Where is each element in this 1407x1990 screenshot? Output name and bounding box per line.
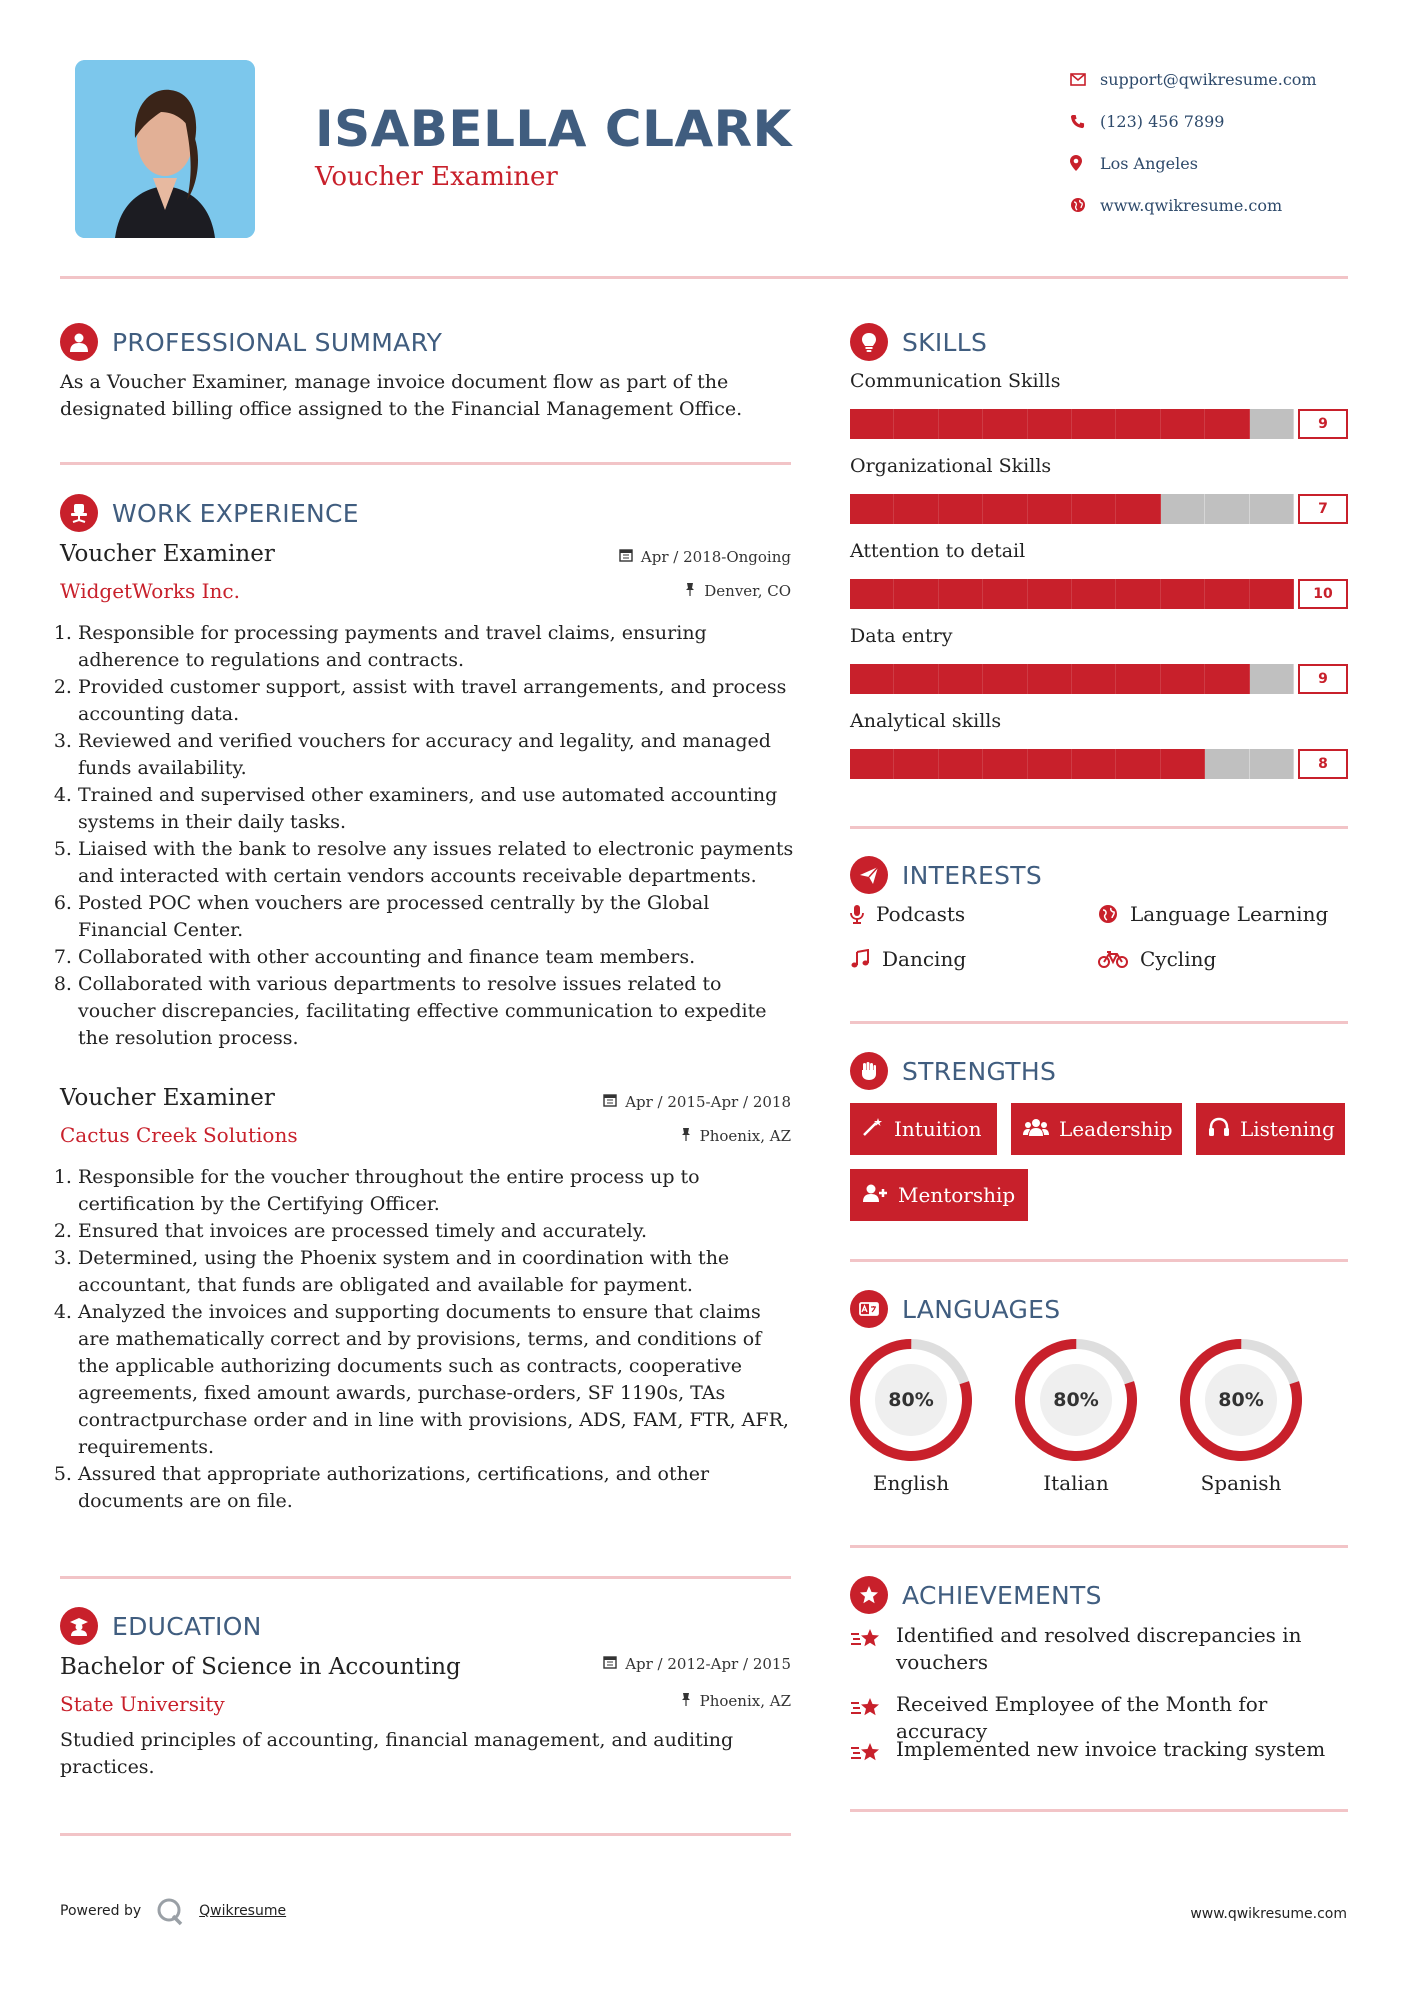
language-percent: 80% <box>888 1389 934 1411</box>
achievement-text: Implemented new invoice tracking system <box>896 1737 1326 1761</box>
list-item: 8. Collaborated with various departments to resolve issues related to voucher discrepancies, facilitating effective communication to expedite the resolution process. <box>78 971 800 1052</box>
language-ring <box>846 1335 976 1469</box>
skill-bar-segment <box>1250 664 1294 694</box>
skill-bar-segment <box>1250 494 1294 524</box>
skill-bar-segment <box>850 409 894 439</box>
languages-heading <box>850 1290 1060 1328</box>
lightbulb-icon <box>850 323 888 361</box>
list-item: 1. Responsible for the voucher throughout the entire process up to certification by the Certifying Officer. <box>78 1164 790 1218</box>
shooting-star-icon <box>850 1736 896 1773</box>
skill-bar-segment <box>1161 579 1205 609</box>
skill-bar-segment <box>1161 409 1205 439</box>
education-heading <box>60 1607 262 1645</box>
skill-bar-segment <box>939 409 983 439</box>
skill-bar <box>850 409 1294 439</box>
achievements-heading-text: ACHIEVEMENTS <box>902 1580 1102 1610</box>
interests-divider <box>850 1021 1348 1024</box>
users-icon <box>1023 1117 1049 1142</box>
skill-bar-segment <box>983 749 1027 779</box>
skill-bar-segment <box>1205 579 1249 609</box>
skill-bar-segment <box>1116 749 1160 779</box>
skill-bar-segment <box>1072 749 1116 779</box>
skill-bar-segment <box>1205 749 1249 779</box>
qwikresume-link[interactable]: Qwikresume <box>199 1903 287 1919</box>
strength-listening <box>1196 1103 1345 1155</box>
user-plus-icon <box>862 1183 888 1208</box>
job-1-location <box>540 582 791 600</box>
achievement-1 <box>850 1622 1350 1676</box>
list-item: 2. Provided customer support, assist with travel arrangements, and process accounting data. <box>78 674 800 728</box>
experience-heading-text: WORK EXPERIENCE <box>112 498 359 528</box>
language-name: Italian <box>1043 1471 1109 1495</box>
pushpin-icon <box>680 1127 692 1145</box>
skill-name: Communication Skills <box>850 370 1061 392</box>
interest-label: Cycling <box>1140 947 1217 971</box>
education-school: State University <box>60 1692 225 1716</box>
list-item: 3. Reviewed and verified vouchers for accuracy and legality, and managed funds availability. <box>78 728 800 782</box>
shooting-star-icon <box>850 1622 896 1676</box>
list-item: 6. Posted POC when vouchers are processed centrally by the Global Financial Center. <box>78 890 800 944</box>
qwikresume-logo-icon <box>155 1896 185 1926</box>
skill-bar-segment <box>1072 664 1116 694</box>
achievement-3 <box>850 1736 1350 1773</box>
contact-location-text: Los Angeles <box>1100 153 1198 173</box>
footer-powered-by <box>60 1896 286 1926</box>
skill-bar-segment <box>1116 664 1160 694</box>
contact-website-text: www.qwikresume.com <box>1100 195 1283 215</box>
experience-heading <box>60 494 359 532</box>
contact-website[interactable] <box>1070 184 1317 226</box>
skill-bar-segment <box>1116 494 1160 524</box>
strengths-heading <box>850 1052 1056 1090</box>
education-divider <box>60 1833 791 1836</box>
strengths-heading-text: STRENGTHS <box>902 1056 1057 1086</box>
interests-heading <box>850 856 1042 894</box>
microphone-icon <box>850 904 864 924</box>
contact-phone-text: (123) 456 7899 <box>1100 111 1225 131</box>
calendar-icon <box>619 548 633 566</box>
skill-bar-segment <box>894 579 938 609</box>
language-icon <box>850 1290 888 1328</box>
job-2-dates <box>540 1093 791 1111</box>
list-item: 2. Ensured that invoices are processed timely and accurately. <box>78 1218 790 1245</box>
job-2-title: Voucher Examiner <box>60 1085 275 1111</box>
summary-heading-text: PROFESSIONAL SUMMARY <box>112 327 443 357</box>
skill-bar-segment <box>1028 749 1072 779</box>
skill-bar <box>850 494 1294 524</box>
education-degree: Bachelor of Science in Accounting <box>60 1654 461 1680</box>
footer-website[interactable]: www.qwikresume.com <box>1190 1906 1347 1922</box>
skill-value-badge: 9 <box>1298 409 1348 439</box>
skill-value-badge: 8 <box>1298 749 1348 779</box>
skill-bar <box>850 664 1294 694</box>
achievement-text: Identified and resolved discrepancies in vouchers <box>896 1623 1302 1674</box>
strength-label: Leadership <box>1059 1117 1173 1141</box>
bicycle-icon <box>1098 949 1128 969</box>
languages-divider <box>850 1545 1348 1548</box>
contact-location <box>1070 142 1317 184</box>
skill-bar-segment <box>850 494 894 524</box>
summary-text: As a Voucher Examiner, manage invoice document flow as part of the designated billing office assigned to the Financial Management Office. <box>60 371 743 420</box>
interest-label: Language Learning <box>1130 902 1329 926</box>
music-note-icon <box>850 949 870 969</box>
contact-email-text: support@qwikresume.com <box>1100 69 1317 89</box>
graduate-icon <box>60 1607 98 1645</box>
language-ring-chart <box>1176 1335 1306 1465</box>
strengths-divider <box>850 1259 1348 1262</box>
headphones-icon <box>1208 1117 1230 1142</box>
skill-bar-segment <box>1161 664 1205 694</box>
interest-cycling <box>1098 947 1216 971</box>
language-percent: 80% <box>1053 1389 1099 1411</box>
skill-bar-segment <box>939 664 983 694</box>
star-badge-icon <box>850 1576 888 1614</box>
job-1-title: Voucher Examiner <box>60 541 275 567</box>
list-item: 3. Determined, using the Phoenix system and in coordination with the accountant, that funds are obligated and available for payment. <box>78 1245 790 1299</box>
skill-bar-segment <box>1072 494 1116 524</box>
candidate-name: ISABELLA CLARK <box>315 100 792 158</box>
skill-bar-segment <box>894 494 938 524</box>
calendar-icon <box>603 1655 617 1673</box>
skill-bar-segment <box>1205 664 1249 694</box>
skill-bar-segment <box>1205 409 1249 439</box>
job-1-location-text: Denver, CO <box>704 582 791 600</box>
interest-label: Dancing <box>882 947 967 971</box>
summary-divider <box>60 462 791 465</box>
interests-heading-text: INTERESTS <box>902 860 1043 890</box>
skill-bar-segment <box>1028 579 1072 609</box>
job-1-company: WidgetWorks Inc. <box>60 579 240 603</box>
skill-bar-segment <box>1161 749 1205 779</box>
job-1-dates-text: Apr / 2018-Ongoing <box>640 548 791 566</box>
skill-name: Attention to detail <box>850 540 1026 562</box>
languages-heading-text: LANGUAGES <box>902 1294 1061 1324</box>
job-2-company: Cactus Creek Solutions <box>60 1123 298 1147</box>
skill-bar-segment <box>1116 409 1160 439</box>
skill-bar-segment <box>894 749 938 779</box>
skill-bar-segment <box>894 664 938 694</box>
skill-value-badge: 7 <box>1298 494 1348 524</box>
contact-phone[interactable] <box>1070 100 1317 142</box>
skill-value-badge: 9 <box>1298 664 1348 694</box>
strength-leadership <box>1011 1103 1182 1155</box>
skill-bar-segment <box>983 494 1027 524</box>
list-item: 5. Liaised with the bank to resolve any issues related to electronic payments and interacted with certain vendors accounts receivable departments. <box>78 836 800 890</box>
skill-bar-segment <box>1250 409 1294 439</box>
strength-mentorship <box>850 1169 1028 1221</box>
skill-bar-segment <box>1250 749 1294 779</box>
skill-bar-segment <box>1028 409 1072 439</box>
language-name: English <box>872 1471 950 1495</box>
education-dates-text: Apr / 2012-Apr / 2015 <box>625 1655 791 1673</box>
pushpin-icon <box>684 582 696 600</box>
skill-bar-segment <box>850 749 894 779</box>
candidate-title: Voucher Examiner <box>315 162 558 192</box>
skill-bar-segment <box>939 494 983 524</box>
education-location <box>540 1692 791 1710</box>
magic-wand-icon <box>862 1117 884 1142</box>
skill-bar-segment <box>1161 494 1205 524</box>
skill-bar-segment <box>983 664 1027 694</box>
language-percent: 80% <box>1218 1389 1264 1411</box>
map-marker-icon <box>1070 155 1100 171</box>
education-description: Studied principles of accounting, financial management, and auditing practices. <box>60 1729 734 1778</box>
experience-divider <box>60 1576 791 1579</box>
skill-bar-segment <box>850 579 894 609</box>
summary-heading <box>60 323 442 361</box>
job-2-duties <box>60 1164 790 1515</box>
skill-bar-segment <box>1072 579 1116 609</box>
language-ring <box>1176 1335 1306 1469</box>
job-2-location <box>540 1127 791 1145</box>
user-icon <box>60 323 98 361</box>
profile-photo <box>75 60 255 238</box>
list-item: 7. Collaborated with other accounting and finance team members. <box>78 944 800 971</box>
skill-bar-segment <box>1250 579 1294 609</box>
globe-icon <box>1098 904 1118 924</box>
strength-label: Intuition <box>894 1117 982 1141</box>
list-item: 4. Analyzed the invoices and supporting documents to ensure that claims are mathematically correct and by provisions, terms, and conditions of the applicable authorizing documents such as contracts, cooperative agreements, fixed amount awards, purchase-orders, SF 1190s, TAs contractpurchase order and in line with provisions, ADS, FAM, FTR, AFR, requirements. <box>78 1299 790 1461</box>
skills-heading-text: SKILLS <box>902 327 988 357</box>
interest-language-learning <box>1098 902 1328 926</box>
achievements-heading <box>850 1576 1102 1614</box>
strength-intuition <box>850 1103 997 1155</box>
envelope-icon <box>1070 73 1100 86</box>
achievement-text: Received Employee of the Month for accuracy <box>896 1692 1268 1743</box>
skill-bar-segment <box>1028 664 1072 694</box>
skill-bar-segment <box>1028 494 1072 524</box>
skills-divider <box>850 826 1348 829</box>
skill-value-badge: 10 <box>1298 579 1348 609</box>
skill-bar-segment <box>894 409 938 439</box>
phone-icon <box>1070 114 1100 129</box>
list-item: 1. Responsible for processing payments and travel claims, ensuring adherence to regulations and contracts. <box>78 620 800 674</box>
skill-bar <box>850 749 1294 779</box>
fist-icon <box>850 1052 888 1090</box>
language-ring-chart <box>846 1335 976 1465</box>
skill-bar-segment <box>1116 579 1160 609</box>
list-item: 4. Trained and supervised other examiners, and use automated accounting systems in their daily tasks. <box>78 782 800 836</box>
achievements-divider <box>850 1809 1348 1812</box>
header-divider <box>60 276 1348 279</box>
language-name: Spanish <box>1200 1471 1282 1495</box>
interest-dancing <box>850 947 966 971</box>
calendar-icon <box>603 1093 617 1111</box>
interest-label: Podcasts <box>876 902 966 926</box>
interest-podcasts <box>850 902 965 926</box>
contact-list <box>1070 58 1317 226</box>
strength-label: Listening <box>1240 1117 1335 1141</box>
job-1-dates <box>540 548 791 566</box>
language-ring-chart <box>1011 1335 1141 1465</box>
skill-bar-segment <box>850 664 894 694</box>
office-chair-icon <box>60 494 98 532</box>
education-heading-text: EDUCATION <box>112 1611 262 1641</box>
skill-bar-segment <box>983 579 1027 609</box>
strength-label: Mentorship <box>898 1183 1016 1207</box>
skill-bar-segment <box>1072 409 1116 439</box>
pushpin-icon <box>680 1692 692 1710</box>
skill-bar <box>850 579 1294 609</box>
paper-plane-icon <box>850 856 888 894</box>
skill-name: Data entry <box>850 625 953 647</box>
skill-bar-segment <box>939 579 983 609</box>
job-2-dates-text: Apr / 2015-Apr / 2018 <box>625 1093 791 1111</box>
skills-heading <box>850 323 987 361</box>
education-dates <box>540 1655 791 1673</box>
skill-bar-segment <box>1205 494 1249 524</box>
list-item: 5. Assured that appropriate authorizations, certifications, and other documents are on file. <box>78 1461 790 1515</box>
language-ring <box>1011 1335 1141 1469</box>
powered-by-label: Powered by <box>60 1903 142 1919</box>
globe-icon <box>1070 197 1100 213</box>
job-1-duties <box>60 620 800 1052</box>
contact-email[interactable] <box>1070 58 1317 100</box>
skill-bar-segment <box>983 409 1027 439</box>
job-2-location-text: Phoenix, AZ <box>699 1127 791 1145</box>
skill-name: Analytical skills <box>850 710 1002 732</box>
education-location-text: Phoenix, AZ <box>699 1692 791 1710</box>
skill-name: Organizational Skills <box>850 455 1052 477</box>
skill-bar-segment <box>939 749 983 779</box>
